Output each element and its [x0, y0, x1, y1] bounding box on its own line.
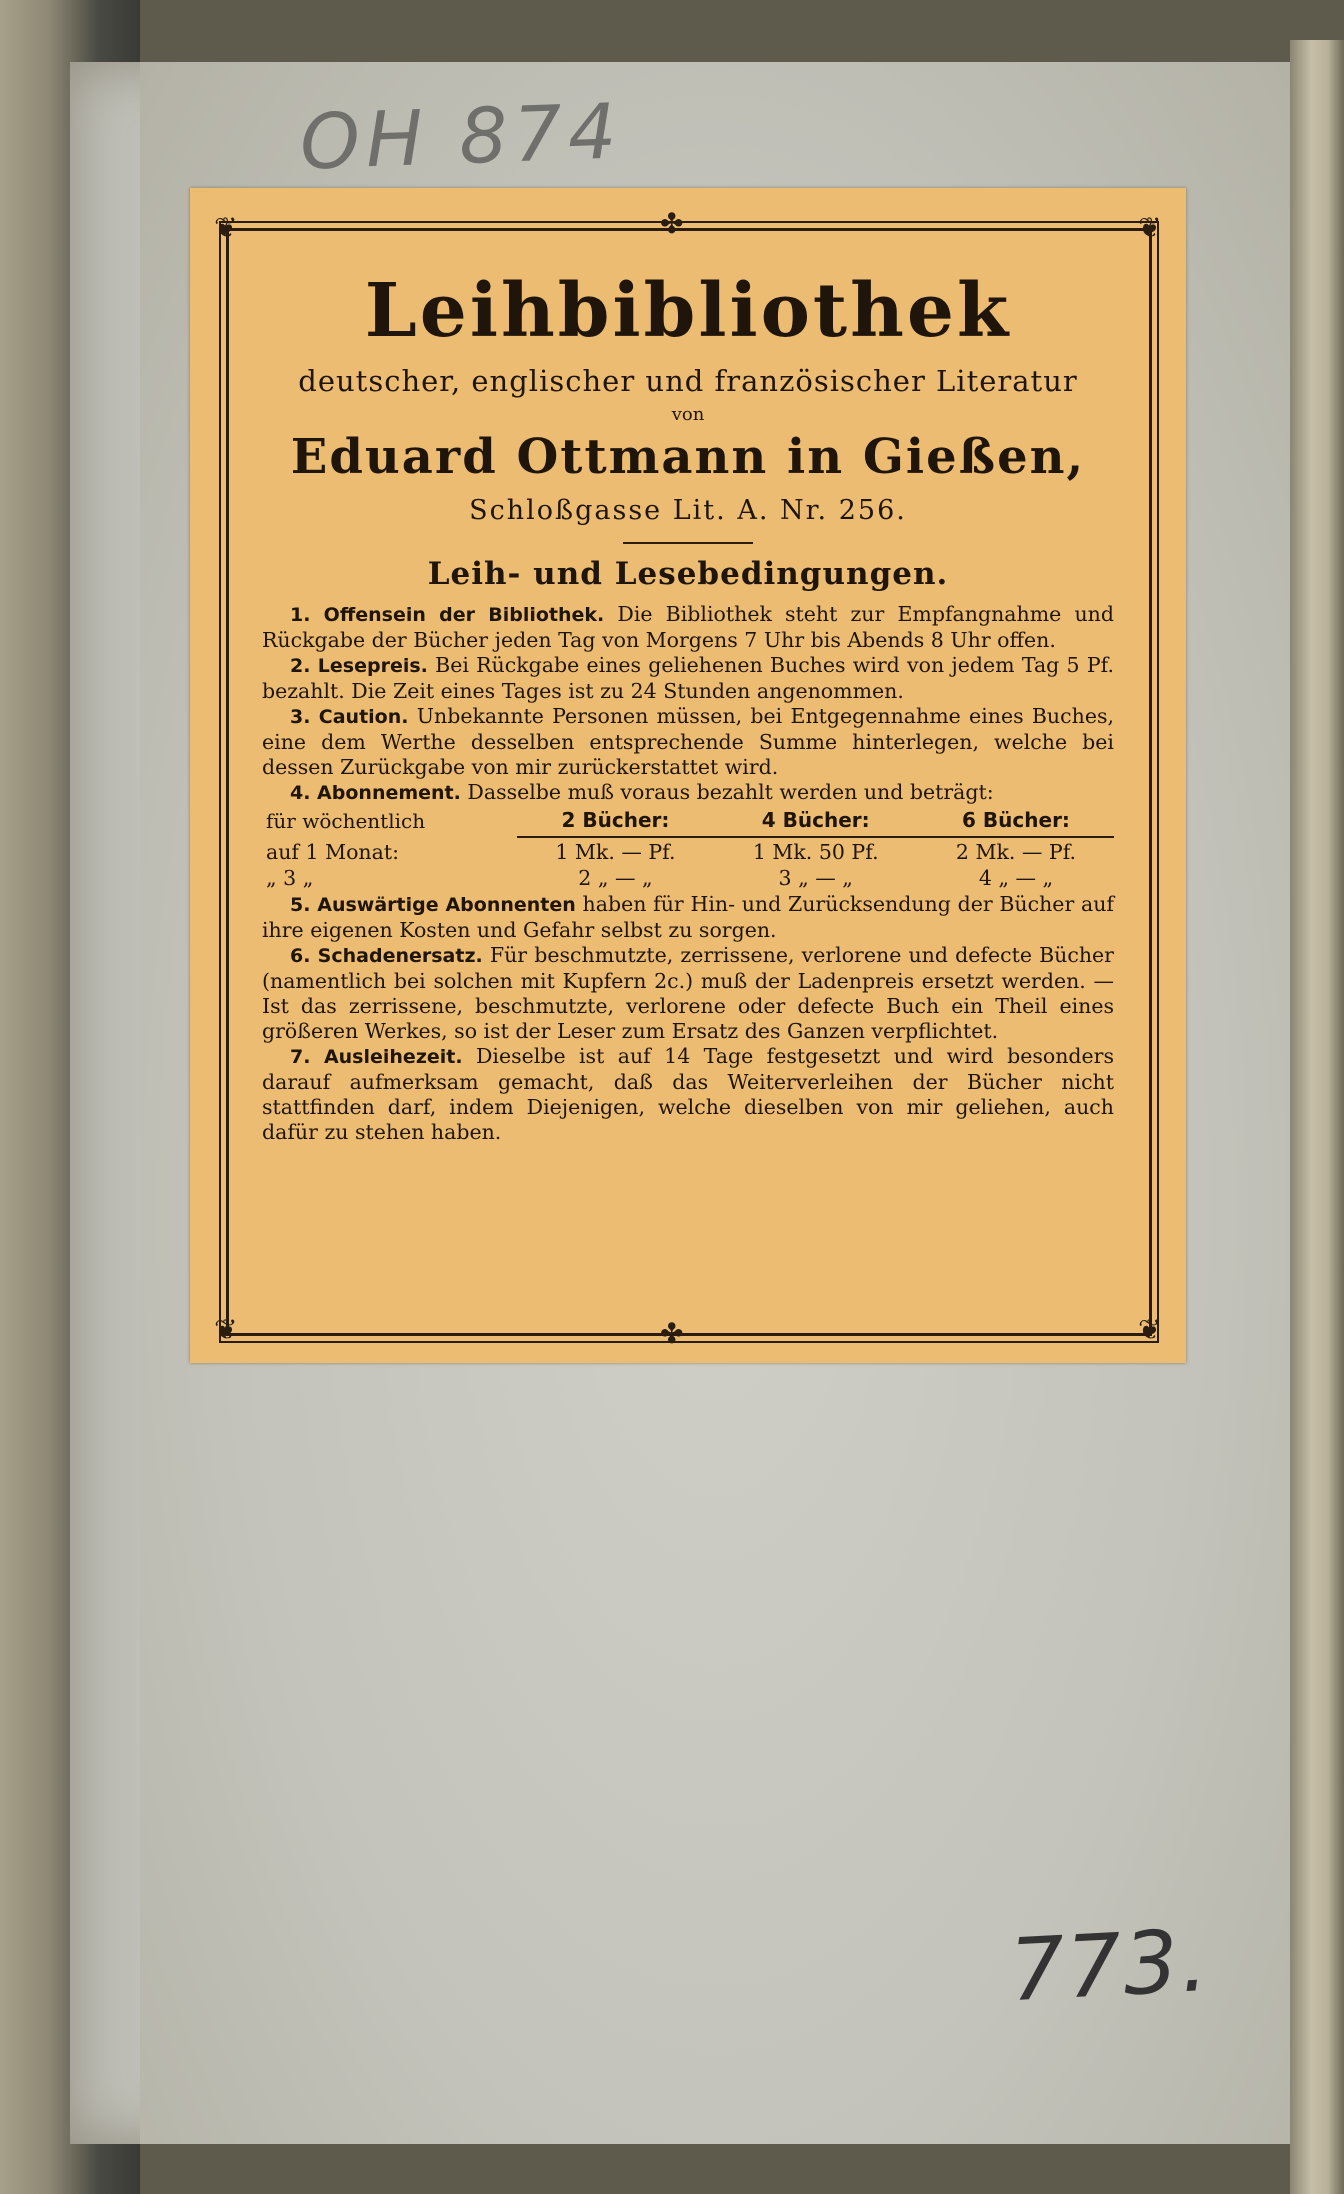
- divider: [623, 542, 753, 544]
- fee-cell: 1 Mk. 50 Pf.: [752, 840, 879, 864]
- label-title: Leihbibliothek: [364, 268, 1012, 354]
- fee-header: 4 Bücher:: [713, 808, 918, 837]
- fee-table: [262, 808, 1114, 890]
- condition-head: 4. Abonnement.: [290, 782, 461, 804]
- condition-text: Dasselbe muß voraus bezahlt werden und beträgt:: [467, 780, 994, 804]
- conditions-heading: Leih- und Lesebedingungen.: [427, 556, 949, 592]
- condition-head: 7. Ausleihezeit.: [290, 1046, 463, 1068]
- pencil-shelfmark: OH 874: [298, 86, 624, 187]
- condition-paragraph: [262, 943, 1114, 1044]
- condition-head: 3. Caution.: [290, 706, 409, 728]
- condition-paragraph: [262, 602, 1114, 653]
- table-row: [262, 864, 1114, 890]
- table-row: [262, 837, 1114, 864]
- condition-head: 2. Lesepreis.: [290, 655, 428, 677]
- fee-cell: 3 „ — „: [778, 866, 853, 890]
- top-ornament-icon: ✤: [660, 207, 684, 240]
- library-label: [190, 188, 1186, 1363]
- label-von: von: [671, 404, 705, 425]
- condition-text: Dieselbe ist auf 14 Tage festgesetzt und wird besonders darauf aufmerksam gemacht, daß das Weiterverleihen der Bücher nicht stattfinden darf, indem Diejenigen, welche dieselben von mir geliehen, auch dafür zu stehen haben.: [262, 1044, 1114, 1144]
- corner-ornament-icon: ❦: [1138, 1313, 1162, 1346]
- fee-cell: 4 „ — „: [978, 866, 1054, 890]
- owner-name: Eduard Ottmann in Gießen,: [290, 429, 1086, 485]
- corner-ornament-icon: ❦: [214, 1313, 238, 1346]
- fee-cell: 2 „ — „: [578, 866, 653, 890]
- bottom-ornament-icon: ✤: [660, 1317, 684, 1350]
- fee-header: für wöchentlich: [266, 808, 426, 833]
- condition-head: 5. Auswärtige Abonnenten: [290, 894, 576, 916]
- condition-text: Unbekannte Personen müssen, bei Entgegennahme eines Buches, eine dem Werthe desselben entsprechende Summe hinterlegen, welche bei dessen Zurückgabe von mir zurückerstattet wird.: [262, 704, 1114, 779]
- condition-head: 6. Schadenersatz.: [290, 945, 483, 967]
- board-edge: [1290, 40, 1344, 2194]
- fee-table-header: [262, 808, 1114, 837]
- pencil-number: 773.: [1007, 1910, 1212, 2022]
- fee-cell: 2 Mk. — Pf.: [955, 840, 1077, 864]
- condition-text: Die Bibliothek steht zur Empfangnahme und Rückgabe der Bücher jeden Tag von Morgens 7 Uhr bis Abends 8 Uhr offen.: [262, 602, 1114, 652]
- condition-paragraph: [262, 1044, 1114, 1145]
- condition-head: 1. Offensein der Bibliothek.: [290, 604, 605, 626]
- fee-header: 2 Bücher:: [517, 808, 713, 837]
- label-content: [262, 268, 1114, 1145]
- fee-cell: 1 Mk. — Pf.: [555, 840, 676, 864]
- owner-address: Schloßgasse Lit. A. Nr. 256.: [469, 495, 907, 526]
- fee-cell: auf 1 Monat:: [266, 840, 399, 864]
- condition-paragraph: [262, 653, 1114, 704]
- condition-paragraph: [262, 704, 1114, 780]
- corner-ornament-icon: ❦: [214, 211, 238, 244]
- label-subtitle: deutscher, englischer und französischer Literatur: [298, 364, 1078, 398]
- condition-text: haben für Hin- und Zurücksendung der Bücher auf ihre eigenen Kosten und Gefahr selbst zu sorgen.: [262, 892, 1114, 942]
- condition-text: Für beschmutzte, zerrissene, verlorene und defecte Bücher (namentlich bei solchen mit Kupfern 2c.) muß der Ladenpreis ersetzt werden. — Ist das zerrissene, beschmutzte, verlorene oder defecte Buch ein Theil eines größeren Werkes, so ist der Leser zum Ersatz des Ganzen verpflichtet.: [262, 943, 1114, 1043]
- condition-paragraph: [262, 892, 1114, 943]
- condition-paragraph: [262, 780, 1114, 806]
- fee-header: 6 Bücher:: [918, 808, 1114, 837]
- corner-ornament-icon: ❦: [1138, 211, 1162, 244]
- condition-text: Bei Rückgabe eines geliehenen Buches wird von jedem Tag 5 Pf. bezahlt. Die Zeit eines Tages ist zu 24 Stunden angenommen.: [262, 653, 1114, 703]
- fee-cell: „ 3 „: [266, 866, 314, 890]
